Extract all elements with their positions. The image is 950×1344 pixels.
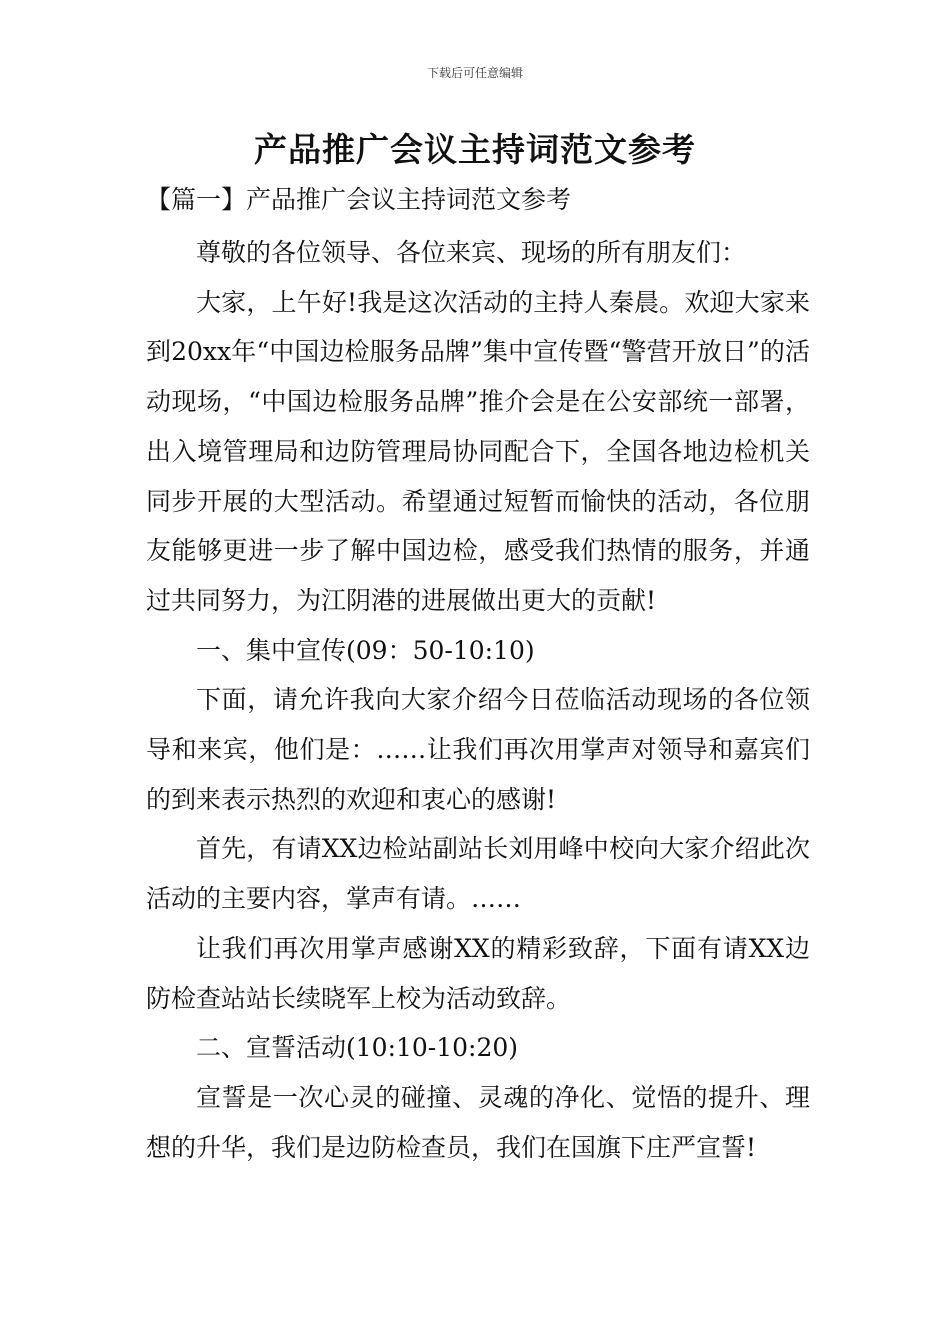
section-heading: 【篇一】产品推广会议主持词范文参考 xyxy=(146,185,572,214)
paragraph-oath: 宣誓是一次心灵的碰撞、灵魂的净化、觉悟的提升、理想的升华，我们是边防检查员，我们在国旗下庄严宣誓! xyxy=(146,1082,810,1162)
paragraph-greeting: 尊敬的各位领导、各位来宾、现场的所有朋友们： xyxy=(196,238,747,267)
paragraph-first-speaker: 首先，有请XX边检站副站长刘用峰中校向大家介绍此次活动的主要内容，掌声有请。…… xyxy=(146,834,810,914)
paragraph-part-two-heading: 二、宣誓活动(10:10-10:20) xyxy=(196,1033,519,1063)
header-note: 下载后可任意编辑 xyxy=(426,66,523,80)
paragraph-part-one-heading: 一、集中宣传(09：50-10:10) xyxy=(196,635,535,665)
document-title: 产品推广会议主持词范文参考 xyxy=(254,130,696,169)
paragraph-second-speaker: 让我们再次用掌声感谢XX的精彩致辞，下面有请XX边防检查站站长续晓军上校为活动致辞。 xyxy=(146,933,810,1013)
document-body xyxy=(146,228,810,1172)
paragraph-welcome: 大家，上午好!我是这次活动的主持人秦晨。欢迎大家来到20xx年“中国边检服务品牌”集中宣传暨“警营开放日”的活动现场，“中国边检服务品牌”推介会是在公安部统一部署，出入境管理局和边防管理局协同配合下，全国各地边检机关同步开展的大型活动。希望通过短暂而愉快的活动，各位朋友能够更进一步了解中国边检，感受我们热情的服务，并通过共同努力，为江阴港的进展做出更大的贡献! xyxy=(146,287,810,615)
paragraph-introduce-guests: 下面，请允许我向大家介绍今日莅临活动现场的各位领导和来宾，他们是：……让我们再次用掌声对领导和嘉宾们的到来表示热烈的欢迎和衷心的感谢! xyxy=(146,685,810,814)
